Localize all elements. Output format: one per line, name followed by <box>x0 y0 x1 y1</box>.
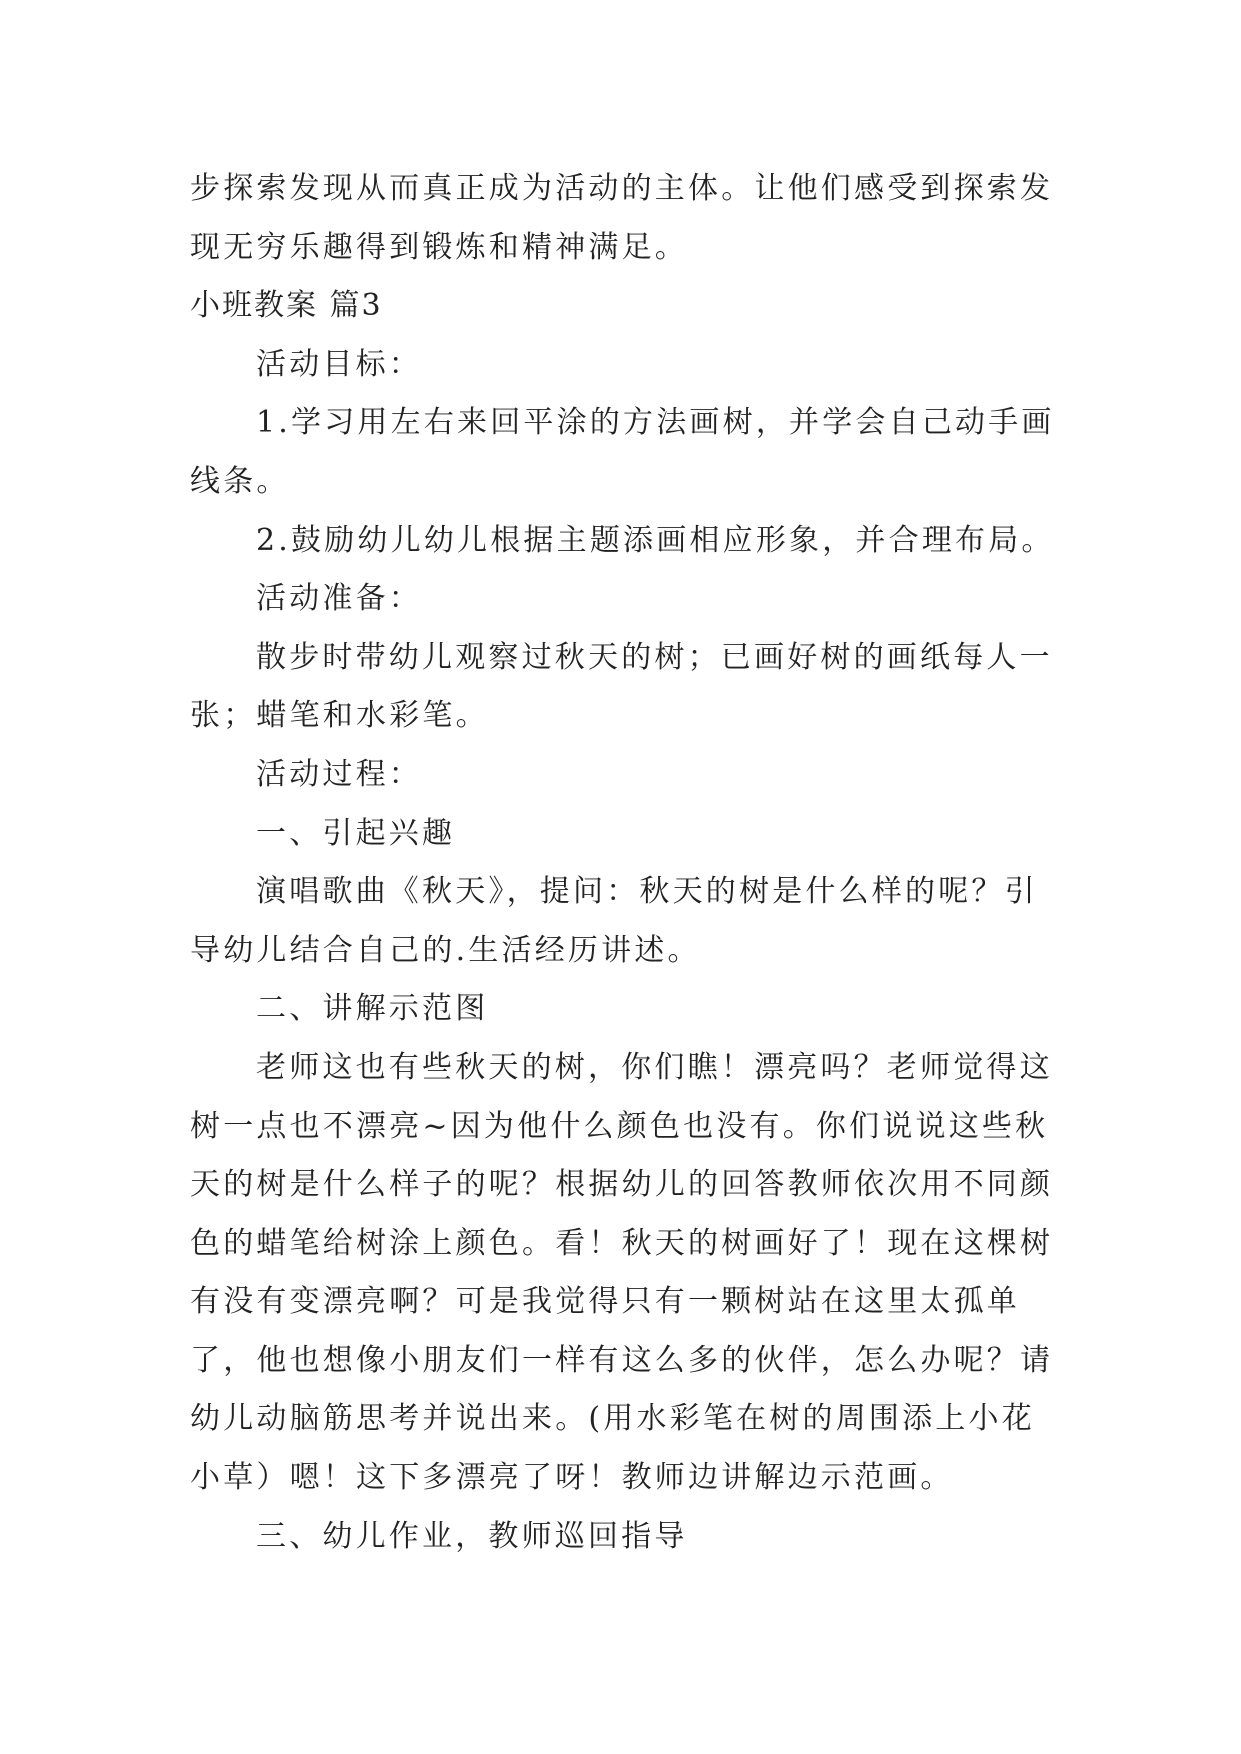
goal-title: 活动目标： <box>256 346 422 382</box>
goal-item-2: 2.鼓励幼儿幼儿根据主题添画相应形象，并合理布局。 <box>256 522 1055 558</box>
goal-item-1: 1.学习用左右来回平涂的方法画树，并学会自己动手画线条。 <box>190 405 1055 499</box>
preparation-body: 散步时带幼儿观察过秋天的树；已画好树的画纸每人一张；蜡笔和水彩笔。 <box>190 639 1053 734</box>
step-2-body: 老师这也有些秋天的树，你们瞧！漂亮吗？老师觉得这树一点也不漂亮~因为他什么颜色也没有。你们说说这些秋天的树是什么样子的呢？根据幼儿的回答教师依次用不同颜色的蜡笔给树涂上颜色。看！秋天的树画好了！现在这棵树有没有变漂亮啊？可是我觉得只有一颗树站在这里太孤单了，他也想像小朋友们一样有这么多的伙伴，怎么办呢？请幼儿动脑筋思考并说出来。(用水彩笔在树的周围添上小花小草）嗯！这下多漂亮了呀！教师边讲解边示范画。 <box>190 1049 1054 1496</box>
step-1-body: 演唱歌曲《秋天》，提问：秋天的树是什么样的呢？引导幼儿结合自己的.生活经历讲述。 <box>190 874 1038 968</box>
step-3-title: 三、幼儿作业，教师巡回指导 <box>256 1518 688 1554</box>
step-2-title: 二、讲解示范图 <box>256 991 489 1027</box>
section-heading: 小班教案 篇3 <box>190 288 383 324</box>
process-title: 活动过程： <box>256 756 422 792</box>
paragraph-intro-continuation: 步探索发现从而真正成为活动的主体。让他们感受到探索发现无穷乐趣得到锻炼和精神满足。 <box>190 171 1054 265</box>
document-body <box>190 160 1060 1566</box>
step-1-title: 一、引起兴趣 <box>256 815 456 851</box>
preparation-title: 活动准备： <box>256 581 422 617</box>
